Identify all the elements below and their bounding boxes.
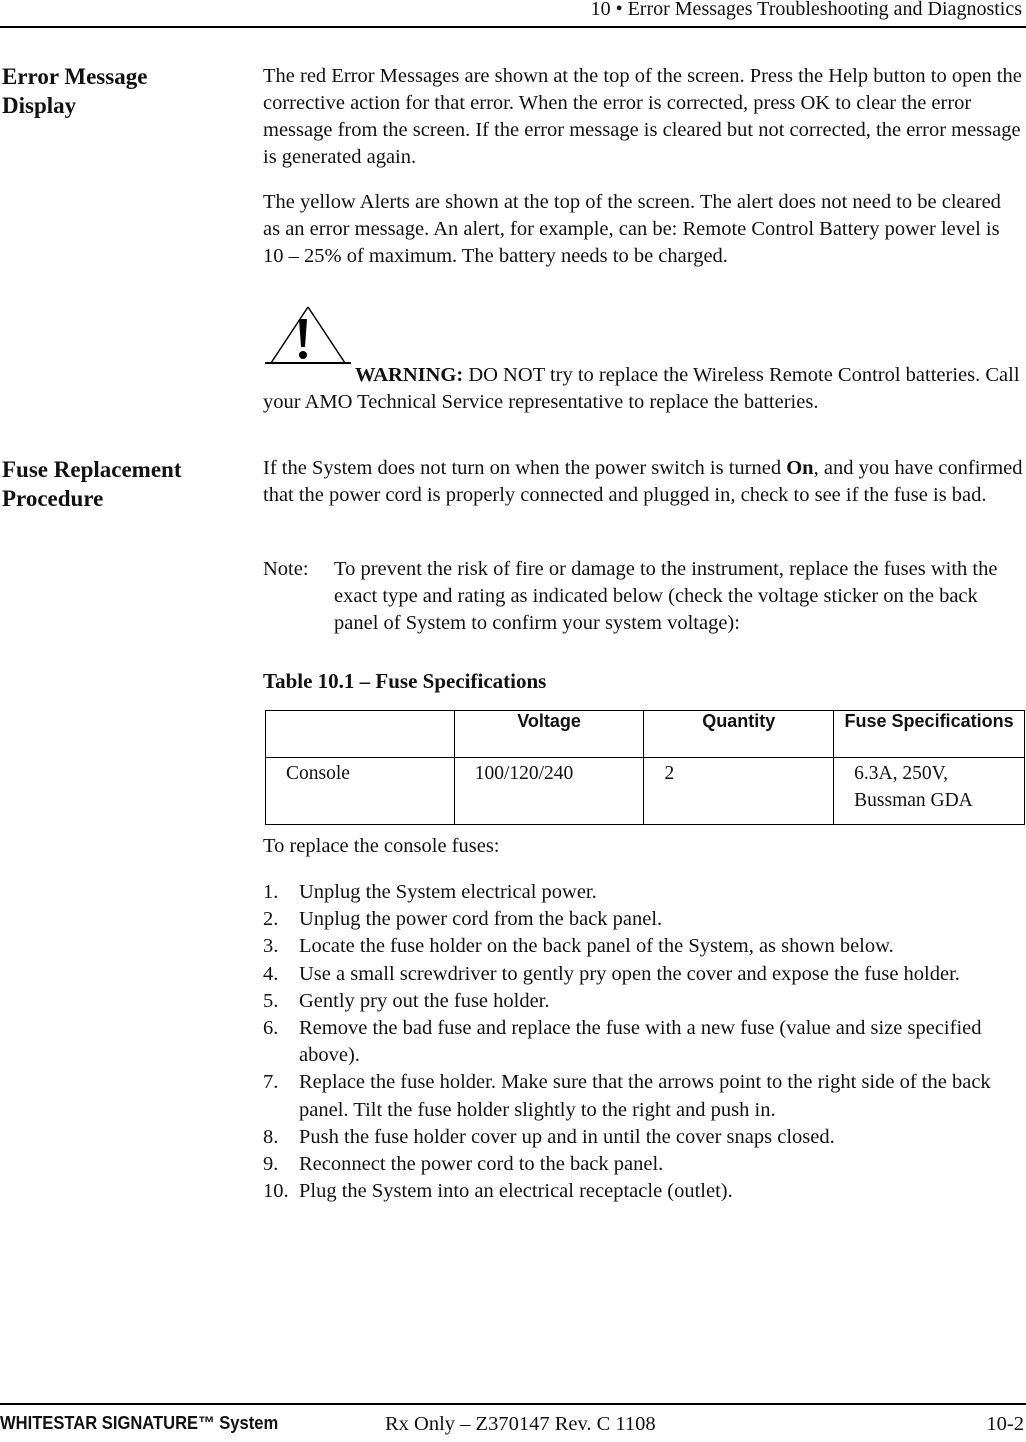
intro-bold: On [786, 457, 814, 479]
note-label: Note: [263, 558, 309, 580]
steps-intro: To replace the console fuses: [263, 835, 500, 857]
error-display-body [263, 63, 1023, 270]
step-number: 10. [263, 1180, 289, 1203]
step-text: Locate the fuse holder on the back panel of the System, as shown below. [299, 935, 894, 958]
step-text: Unplug the System electrical power. [299, 881, 597, 903]
warning-body: DO NOT try to replace the Wireless Remote Control batteries. Call your AMO Technical Service representative to replace the batteries. [263, 364, 1020, 413]
steps-list [263, 879, 1023, 1205]
section-title-line: Error Message [2, 64, 148, 89]
paragraph [263, 455, 1023, 509]
step-number: 4. [263, 962, 279, 985]
table-row [266, 758, 1025, 825]
table-cell: 6.3A, 250V, Bussman GDA [834, 758, 1025, 825]
list-item [263, 1151, 1023, 1178]
list-item [263, 906, 1023, 933]
section-title-fuse-replacement [2, 455, 182, 513]
list-item [263, 933, 1023, 960]
table-header-cell: Quantity [644, 711, 834, 758]
fuse-intro [263, 455, 1023, 509]
step-number: 5. [263, 989, 279, 1012]
step-text: Use a small screwdriver to gently pry open the cover and expose the fuse holder. [299, 962, 960, 985]
list-item [263, 1015, 1023, 1069]
table-caption: Table 10.1 – Fuse Specifications [263, 669, 547, 693]
fuse-specifications-table [265, 710, 1025, 825]
footer-doc-number: Rx Only – Z370147 Rev. C 1108 [385, 1413, 656, 1435]
footer-page-number: 10-2 [986, 1413, 1024, 1435]
step-number: 8. [263, 1125, 279, 1148]
warning-text [263, 305, 1023, 416]
step-text: Plug the System into an electrical receptacle (outlet). [299, 1180, 733, 1203]
step-text: Push the fuse holder cover up and in until the cover snaps closed. [299, 1125, 835, 1148]
section-title-line: Procedure [2, 486, 104, 511]
table-header-cell [266, 711, 455, 758]
list-item [263, 1069, 1023, 1123]
intro-text: If the System does not turn on when the power switch is turned [263, 457, 787, 479]
warning-label: WARNING: [355, 364, 464, 386]
footer-product: WHITESTAR SIGNATURE™ System [0, 1413, 279, 1433]
section-title-line: Display [2, 93, 77, 118]
section-title-error-display [2, 62, 147, 120]
step-text: Reconnect the power cord to the back panel. [299, 1153, 664, 1176]
step-text: Unplug the power cord from the back panel. [299, 908, 663, 931]
table-cell: 100/120/240 [454, 758, 644, 825]
warning-triangle-icon [263, 305, 353, 367]
step-number: 7. [263, 1071, 279, 1094]
section-title-line: Fuse Replacement [2, 457, 182, 482]
note-text: To prevent the risk of fire or damage to the instrument, replace the fuses with the exact type and rating as indicated below (check the voltage sticker on the back panel of System to confirm your system voltage): [334, 558, 998, 634]
table-header-cell: Fuse Specifications [834, 711, 1025, 758]
step-text: Gently pry out the fuse holder. [299, 989, 550, 1012]
step-number: 2. [263, 908, 279, 931]
footer [0, 1403, 1026, 1435]
step-number: 3. [263, 935, 279, 958]
step-text: Replace the fuse holder. Make sure that the arrows point to the right side of the back panel. Tilt the fuse holder slightly to the right and push in. [299, 1071, 991, 1121]
step-number: 9. [263, 1153, 279, 1176]
list-item [263, 1178, 1023, 1205]
list-item [263, 879, 1023, 906]
list-item [263, 1124, 1023, 1151]
paragraph: The yellow Alerts are shown at the top of the screen. The alert does not need to be cleared as an error message. An alert, for example, can be: Remote Control Battery power level is 10 – 25% of maximum. The battery needs to be charged. [263, 191, 1001, 267]
table-header-row [266, 711, 1025, 758]
step-number: 1. [263, 881, 279, 903]
list-item [263, 988, 1023, 1015]
header-title: 10 • Error Messages Troubleshooting and Diagnostics [590, 0, 1022, 20]
step-number: 6. [263, 1017, 279, 1040]
running-header [0, 0, 1026, 28]
table-cell: 2 [644, 758, 834, 825]
table-cell: Console [266, 758, 455, 825]
step-text: Remove the bad fuse and replace the fuse with a new fuse (value and size specified above). [299, 1017, 982, 1067]
list-item [263, 961, 1023, 988]
intro-text: , and you have confirmed that the power cord is properly connected and plugged in, check to see if the fuse is bad. [263, 457, 1023, 506]
table-header-cell: Voltage [454, 711, 644, 758]
warning-block [263, 305, 1023, 416]
paragraph: The red Error Messages are shown at the top of the screen. Press the Help button to open the corrective action for that error. When the error is corrected, press OK to clear the error message from the screen. If the error message is cleared but not corrected, the error message is generated again. [263, 65, 1022, 168]
